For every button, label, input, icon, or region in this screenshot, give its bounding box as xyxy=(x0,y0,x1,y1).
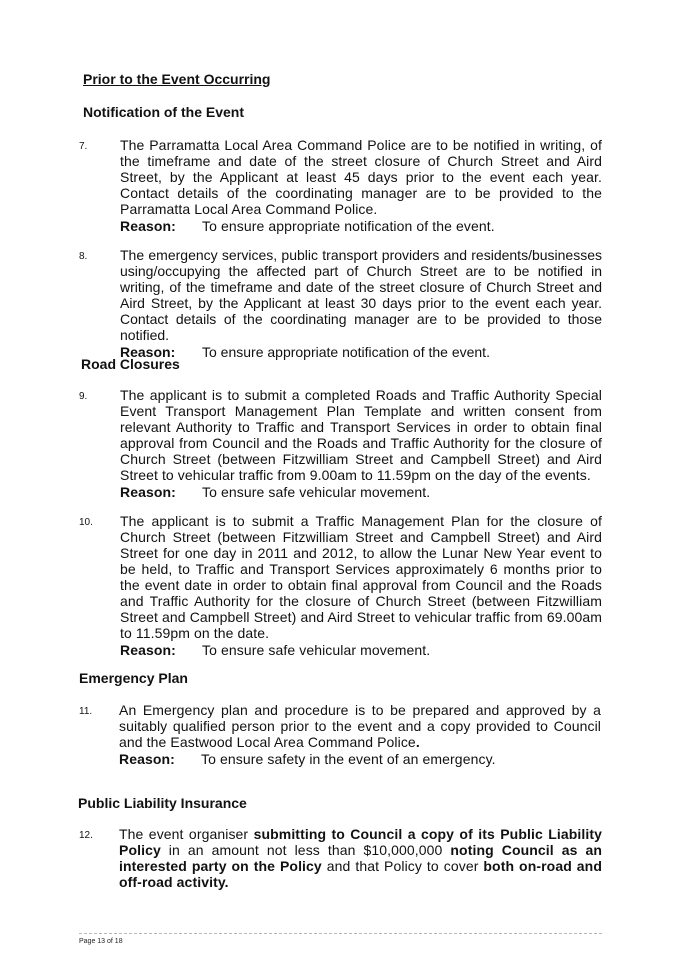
condition-number: 10. xyxy=(79,517,93,528)
condition-body xyxy=(119,702,601,767)
footer-divider xyxy=(79,933,602,934)
reason-label: Reason: xyxy=(120,344,176,360)
condition-text: The Parramatta Local Area Command Police are to be notified in writing, of the timeframe and date of the street closure of Church Street and Aird Street, by the Applicant at least 45 days prior to the event each year. Contact details of the coordinating manager are to be provided to the Parramatta Local Area Command Police. xyxy=(120,137,602,217)
reason-label: Reason: xyxy=(120,484,176,500)
condition-body xyxy=(120,387,602,500)
heading-notification: Notification of the Event xyxy=(83,104,244,120)
condition-text: The event organiser xyxy=(119,826,254,842)
condition-reason xyxy=(119,751,601,767)
condition-number: 12. xyxy=(79,830,93,841)
condition-text-bold: both on-road and off-road activity. xyxy=(119,858,602,890)
condition-reason xyxy=(120,218,602,234)
condition-text: The applicant is to submit a Traffic Management Plan for the closure of Church Street (between Fitzwilliam Street and Campbell Street) and Aird Street for one day in 2011 and 2012, to allow the Lunar New Year event to be held, to Traffic and Transport Services approximately 6 months prior to the event date in order to obtain final approval from Council and the Roads and Traffic Authority for the closure of Church Street (between Fitzwilliam Street and Campbell Street) and Aird Street to vehicular traffic from 69.00am to 11.59pm on the date. xyxy=(120,513,602,641)
page-number: Page 13 of 18 xyxy=(79,938,123,945)
condition-number: 7. xyxy=(79,141,88,152)
condition-reason xyxy=(120,344,602,360)
reason-text: To ensure appropriate notification of the event. xyxy=(202,218,495,234)
condition-reason xyxy=(120,642,602,658)
condition-text: An Emergency plan and procedure is to be prepared and approved by a suitably qualified person prior to the event and a copy provided to Council and the Eastwood Local Area Command Police xyxy=(119,702,601,750)
condition-reason xyxy=(120,484,602,500)
reason-text: To ensure safety in the event of an emergency. xyxy=(201,751,496,767)
condition-text: The emergency services, public transport providers and residents/businesses using/occupying the affected part of Church Street are to be notified in writing, of the timeframe and date of the street closure of Church Street and Aird Street, by the Applicant at least 30 days prior to the event each year. Contact details of the coordinating manager are to be provided to those notified. xyxy=(120,247,602,343)
condition-number: 8. xyxy=(79,251,88,262)
condition-number: 9. xyxy=(79,391,88,402)
condition-text-bold: submitting to Council a copy of its Public Liability Policy xyxy=(119,826,603,858)
condition-body xyxy=(120,247,602,360)
heading-public-liability: Public Liability Insurance xyxy=(78,795,247,811)
reason-label: Reason: xyxy=(120,642,176,658)
reason-label: Reason: xyxy=(120,218,176,234)
reason-text: To ensure safe vehicular movement. xyxy=(202,642,431,658)
condition-text-bold: noting Council as an interested party on the Policy xyxy=(119,842,603,874)
section-title: Prior to the Event Occurring xyxy=(83,71,271,87)
condition-body xyxy=(119,826,602,890)
condition-text: and that Policy to cover xyxy=(321,858,484,874)
reason-text: To ensure safe vehicular movement. xyxy=(202,484,431,500)
condition-text: The applicant is to submit a completed Roads and Traffic Authority Special Event Transport Management Plan Template and written consent from relevant Authority to Traffic and Transport Services in order to obtain final approval from Council and the Roads and Traffic Authority for the closure of Church Street (between Fitzwilliam Street and Campbell Street) and Aird Street to vehicular traffic from 9.00am to 11.59pm on the day of the events. xyxy=(120,387,602,483)
condition-text-end: . xyxy=(415,734,420,750)
heading-road-closures: Road Closures xyxy=(81,356,180,372)
reason-label: Reason: xyxy=(119,751,175,767)
condition-body xyxy=(120,137,602,234)
condition-text: in an amount not less than $10,000,000 xyxy=(160,842,451,858)
condition-body xyxy=(120,513,602,658)
reason-text: To ensure appropriate notification of the event. xyxy=(202,344,490,360)
heading-emergency-plan: Emergency Plan xyxy=(79,670,188,686)
condition-number: 11. xyxy=(79,706,93,717)
